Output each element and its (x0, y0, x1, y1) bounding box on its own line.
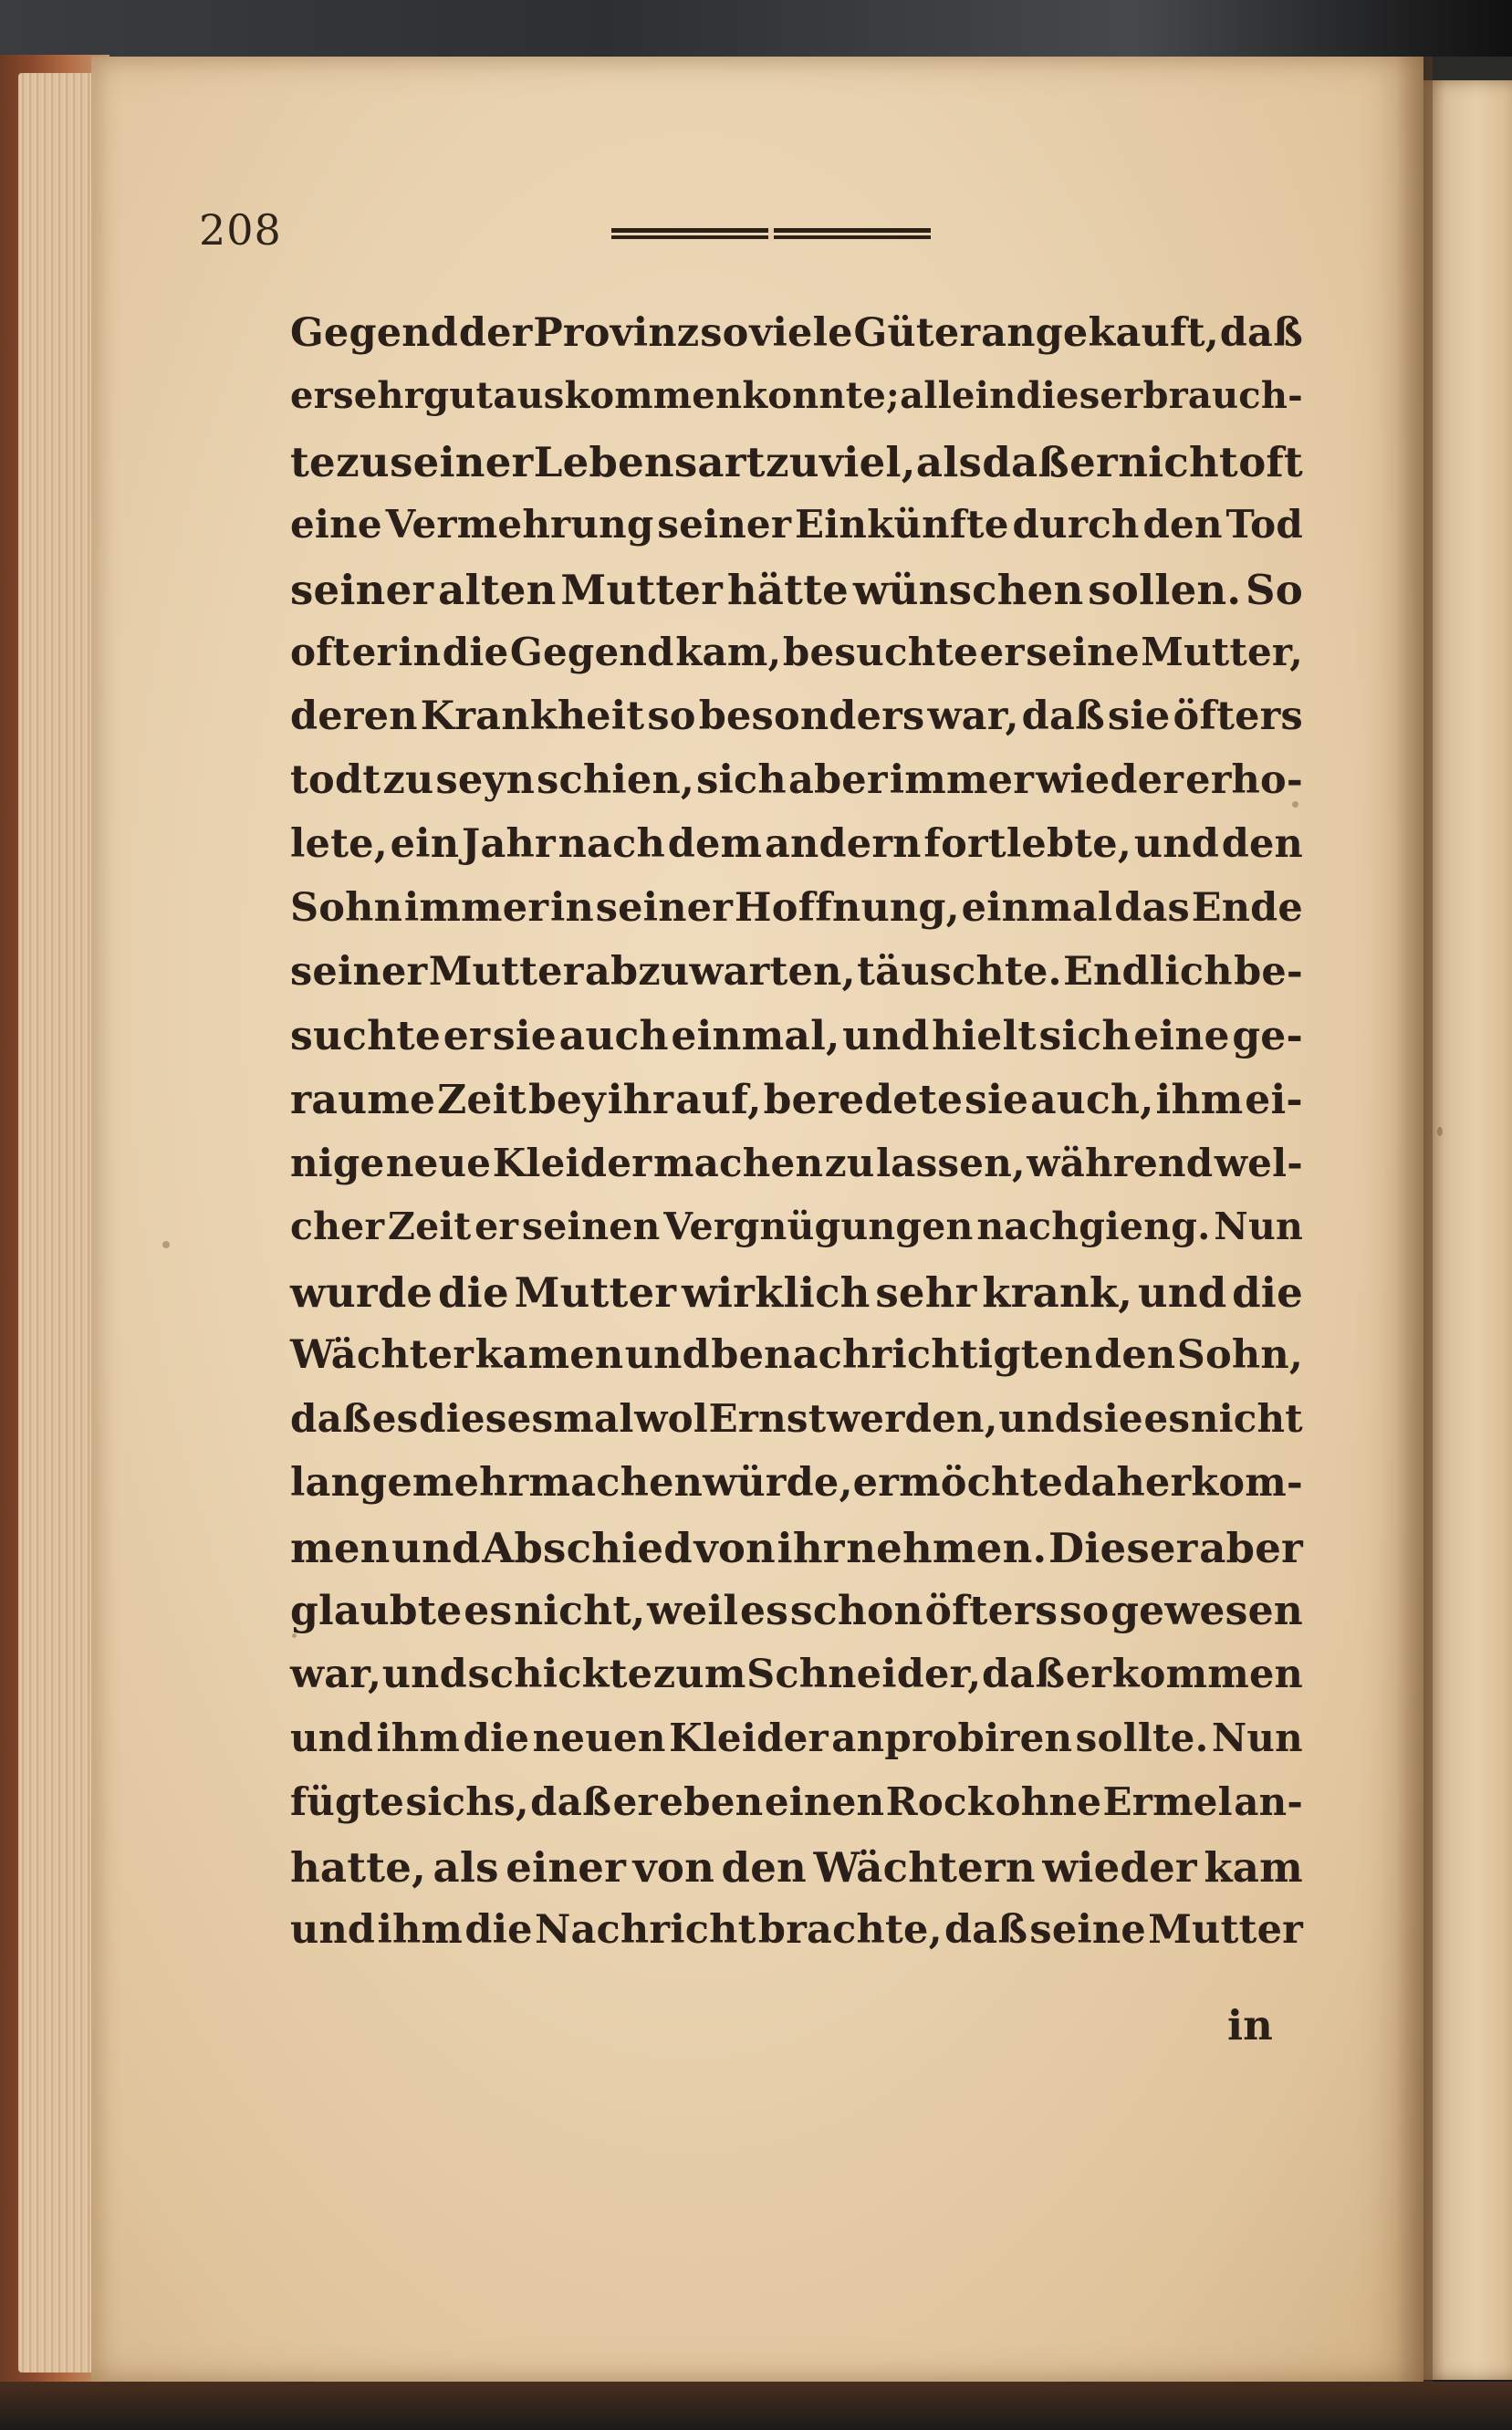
word: weil (647, 1588, 739, 1634)
word: Zeit (437, 1077, 527, 1123)
word: konnte; (742, 374, 901, 417)
word: daß (290, 1396, 372, 1441)
word: wirklich (681, 1268, 871, 1317)
word: und (998, 1396, 1082, 1441)
word: die (438, 1268, 509, 1317)
text-line (290, 1268, 1303, 1332)
word: neuen (532, 1716, 666, 1760)
word: men (290, 1524, 391, 1572)
word: Schneider, (746, 1652, 982, 1697)
word: hätte (726, 566, 849, 614)
word: die (1232, 1268, 1303, 1317)
text-line (290, 1141, 1303, 1205)
word: viel, (819, 438, 916, 486)
word: so (647, 694, 696, 739)
word: nehmen. (846, 1524, 1048, 1572)
word: Güter (853, 310, 981, 356)
word: und (290, 1716, 374, 1760)
word: benachrichtigten (711, 1332, 1093, 1378)
word: todt (290, 757, 381, 803)
word: kam (1204, 1843, 1303, 1892)
word: lete, (290, 821, 388, 867)
word: er (443, 1013, 491, 1059)
word: besuchte (782, 630, 978, 674)
word: brauch- (1142, 374, 1303, 417)
word: schickte (467, 1652, 653, 1697)
word: durch (1012, 502, 1140, 547)
word: Endlich (1063, 949, 1233, 995)
word: ohne (995, 1779, 1102, 1824)
word: den (1094, 1332, 1176, 1378)
word: ihr (607, 1077, 674, 1123)
facing-page-edge (1423, 80, 1512, 2380)
text-line (290, 1524, 1303, 1588)
word: wol (634, 1396, 708, 1441)
word: Mutter (1148, 1907, 1303, 1953)
word: oft (290, 630, 351, 674)
word: Tod (1225, 502, 1303, 547)
word: wel- (1214, 1141, 1303, 1185)
header-rule (611, 228, 931, 241)
word: nige (290, 1141, 385, 1185)
word: und (381, 1652, 467, 1697)
word: nicht (1190, 1396, 1303, 1441)
word: von (693, 1524, 776, 1572)
word: daß (1219, 310, 1303, 356)
word: einmal (961, 885, 1113, 931)
word: beredete (763, 1077, 964, 1123)
word: ei- (1245, 1077, 1303, 1123)
word: ge- (1232, 1013, 1303, 1059)
word: Kleider (669, 1716, 829, 1760)
word: er (979, 630, 1025, 674)
word: Nachricht (534, 1907, 756, 1953)
word: den (1142, 502, 1223, 547)
word: seinen (521, 1205, 661, 1248)
word: daß (982, 438, 1069, 486)
word: der (458, 310, 533, 356)
word: die (464, 1907, 533, 1953)
word: nicht (1118, 438, 1238, 486)
word: und (391, 1524, 481, 1572)
word: daß (944, 1907, 1028, 1953)
word: wieder (1042, 1843, 1197, 1892)
word: zum (652, 1652, 746, 1697)
word: besonders (698, 694, 925, 739)
word: möchte (899, 1460, 1064, 1506)
word: raume (290, 1077, 436, 1123)
word: Ernst (708, 1396, 827, 1441)
word: es (739, 1588, 789, 1634)
word: Krankheit (420, 694, 645, 739)
word: er (290, 374, 333, 417)
word: brachte, (757, 1907, 943, 1953)
word: Lebensart (533, 438, 766, 486)
text-line (290, 1716, 1303, 1779)
word: machen (652, 1141, 824, 1185)
word: gewesen (1111, 1588, 1303, 1634)
body-text (290, 310, 1303, 1971)
word: Provinz (533, 310, 700, 356)
paper-speck (162, 1241, 170, 1248)
word: nicht, (514, 1588, 646, 1634)
text-line (290, 1332, 1303, 1396)
text-line (290, 1652, 1303, 1716)
word: machen (528, 1460, 704, 1506)
word: öfters (924, 1588, 1058, 1634)
word: ihr (777, 1524, 845, 1572)
word: ihm (377, 1907, 464, 1953)
word: ihm (376, 1716, 461, 1760)
word: So (1246, 566, 1303, 614)
gutter-shadow (1396, 57, 1433, 2382)
word: war, (927, 694, 1019, 739)
word: viele (749, 310, 853, 356)
word: seiner (657, 502, 792, 547)
word: er (612, 1779, 658, 1824)
word: dieser (1016, 374, 1143, 417)
word: Jahr (461, 821, 556, 867)
word: ihm (1155, 1077, 1244, 1123)
paper-speck (1292, 801, 1298, 808)
text-line (290, 438, 1303, 502)
word: dem (667, 821, 763, 867)
word: bey (527, 1077, 606, 1123)
word: an- (1234, 1779, 1303, 1824)
paper-speck (292, 1633, 297, 1638)
word: war, (290, 1652, 382, 1697)
word: ein (390, 821, 460, 867)
text-line (290, 1779, 1303, 1843)
word: fügte (290, 1779, 405, 1824)
word: cher (290, 1205, 385, 1248)
word: er (474, 1205, 519, 1248)
word: daß (1021, 694, 1105, 739)
word: Rock (885, 1779, 995, 1824)
text-line (290, 885, 1303, 949)
word: Mutter (428, 949, 584, 995)
word: aber (787, 757, 888, 803)
word: Mutter (514, 1268, 677, 1317)
word: werden, (826, 1396, 998, 1441)
word: den (721, 1843, 807, 1892)
word: und (1133, 821, 1219, 867)
paper-speck (1437, 1127, 1443, 1136)
word: mehr (412, 1460, 529, 1506)
word: Abschied (482, 1524, 693, 1572)
word: sie (965, 1077, 1029, 1123)
word: sichs, (405, 1779, 529, 1824)
word: sollen. (1088, 566, 1242, 614)
word: seiner (290, 566, 434, 614)
word: es (1143, 1396, 1191, 1441)
word: auskommen (493, 374, 743, 417)
word: sie (1107, 694, 1171, 739)
word: Mutter (560, 566, 724, 614)
word: seyn (435, 757, 536, 803)
word: te (290, 438, 336, 486)
word: hielt (932, 1013, 1037, 1059)
word: und (624, 1332, 710, 1378)
word: den (1221, 821, 1303, 867)
word: Wächter (290, 1332, 474, 1378)
word: sie (1081, 1396, 1143, 1441)
word: aber (1199, 1524, 1303, 1572)
text-line (290, 566, 1303, 630)
word: abzuwarten, (584, 949, 856, 995)
word: Kleider (492, 1141, 652, 1185)
word: als (915, 438, 983, 486)
word: diesesmal (419, 1396, 634, 1441)
word: wünschen (852, 566, 1084, 614)
text-line (290, 1907, 1303, 1971)
word: kom- (1191, 1460, 1303, 1506)
word: daß (982, 1652, 1066, 1697)
word: schon (789, 1588, 923, 1634)
word: sehr (875, 1268, 977, 1317)
word: eine (290, 502, 382, 547)
word: Gegend (290, 310, 459, 356)
word: sich (1038, 1013, 1131, 1059)
text-line (290, 630, 1303, 694)
word: nachgieng. (976, 1205, 1211, 1248)
text-line (290, 310, 1303, 374)
text-line (290, 502, 1303, 566)
text-line (290, 1843, 1303, 1907)
text-line (290, 1460, 1303, 1524)
word: Nun (1211, 1716, 1303, 1760)
word: und (290, 1907, 376, 1953)
text-line (290, 1205, 1303, 1268)
text-line (290, 1588, 1303, 1652)
word: er (852, 1460, 900, 1506)
text-line (290, 1396, 1303, 1460)
word: täuschte. (857, 949, 1062, 995)
word: es (464, 1588, 513, 1634)
word: seiner (595, 885, 734, 931)
word: daher (1063, 1460, 1192, 1506)
word: er (1065, 1652, 1112, 1697)
word: lassen, (876, 1141, 1026, 1185)
word: Ende (1191, 885, 1303, 931)
scanner-background-top (0, 0, 1512, 57)
word: sie (492, 1013, 557, 1059)
scanner-background-bottom (0, 2382, 1512, 2430)
word: auch (558, 1013, 669, 1059)
header-rule-gap (768, 227, 774, 241)
word: zu (382, 757, 434, 803)
word: einen (764, 1779, 885, 1824)
text-line (290, 694, 1303, 757)
word: eine (1133, 1013, 1230, 1059)
word: das (1114, 885, 1190, 931)
word: alten (438, 566, 557, 614)
word: Sohn, (1176, 1332, 1303, 1378)
word: es (371, 1396, 419, 1441)
word: schien, (537, 757, 695, 803)
word: in (398, 630, 442, 674)
word: sich (696, 757, 787, 803)
word: erho- (1185, 757, 1303, 803)
word: so (700, 310, 749, 356)
text-line (290, 949, 1303, 1013)
word: und (1137, 1268, 1227, 1317)
word: seiner (390, 438, 534, 486)
word: angekauft, (981, 310, 1219, 356)
text-line (290, 757, 1303, 821)
word: glaubte (290, 1588, 463, 1634)
word: zu (824, 1141, 875, 1185)
word: Dieser (1048, 1524, 1198, 1572)
word: Vergnügungen (663, 1205, 974, 1248)
word: Zeit (388, 1205, 472, 1248)
word: nach (558, 821, 665, 867)
word: kam, (675, 630, 782, 674)
word: zu (336, 438, 390, 486)
word: Nun (1214, 1205, 1303, 1248)
page-number: 208 (199, 205, 282, 255)
catchword: in (1227, 2001, 1273, 2049)
word: wurde (290, 1268, 433, 1317)
word: so (1058, 1588, 1110, 1634)
word: Sohn (290, 885, 403, 931)
word: und (842, 1013, 930, 1059)
word: Wächtern (813, 1843, 1036, 1892)
word: kamen (474, 1332, 624, 1378)
word: oft (1238, 438, 1303, 486)
word: als (433, 1843, 499, 1892)
word: auch, (1030, 1077, 1154, 1123)
word: daß (530, 1779, 612, 1824)
word: Hoffnung, (734, 885, 960, 931)
text-line (290, 821, 1303, 885)
word: lange (290, 1460, 412, 1506)
word: immer (889, 757, 1035, 803)
word: während (1027, 1141, 1214, 1185)
word: deren (290, 694, 418, 739)
word: immer (403, 885, 549, 931)
word: eben (659, 1779, 764, 1824)
word: anprobiren (831, 1716, 1073, 1760)
word: von (632, 1843, 714, 1892)
word: zu (765, 438, 819, 486)
word: seine (1026, 630, 1140, 674)
text-line (290, 374, 1303, 438)
word: er (351, 630, 397, 674)
word: suchte (290, 1013, 442, 1059)
text-line (290, 1013, 1303, 1077)
word: Gegend (509, 630, 674, 674)
word: kommen (1111, 1652, 1303, 1697)
word: be- (1234, 949, 1303, 995)
word: sehr (333, 374, 423, 417)
word: die (463, 1716, 530, 1760)
word: Mutter, (1141, 630, 1303, 674)
word: hatte, (290, 1843, 426, 1892)
word: einmal, (671, 1013, 840, 1059)
word: einer (506, 1843, 626, 1892)
word: würde, (703, 1460, 853, 1506)
word: seine (1029, 1907, 1146, 1953)
word: neue (385, 1141, 492, 1185)
word: Ermel (1102, 1779, 1233, 1824)
word: Einkünfte (795, 502, 1009, 547)
word: seiner (290, 949, 428, 995)
word: auf, (675, 1077, 762, 1123)
word: er (1069, 438, 1118, 486)
word: sollte. (1075, 1716, 1209, 1760)
word: Vermehrung (385, 502, 654, 547)
word: die (442, 630, 509, 674)
word: allein (900, 374, 1017, 417)
word: wieder (1036, 757, 1184, 803)
word: andern (764, 821, 922, 867)
word: krank, (982, 1268, 1133, 1317)
text-line (290, 1077, 1303, 1141)
word: in (549, 885, 594, 931)
word: gut (423, 374, 494, 417)
word: öfters (1173, 694, 1303, 739)
word: fortlebte, (923, 821, 1132, 867)
